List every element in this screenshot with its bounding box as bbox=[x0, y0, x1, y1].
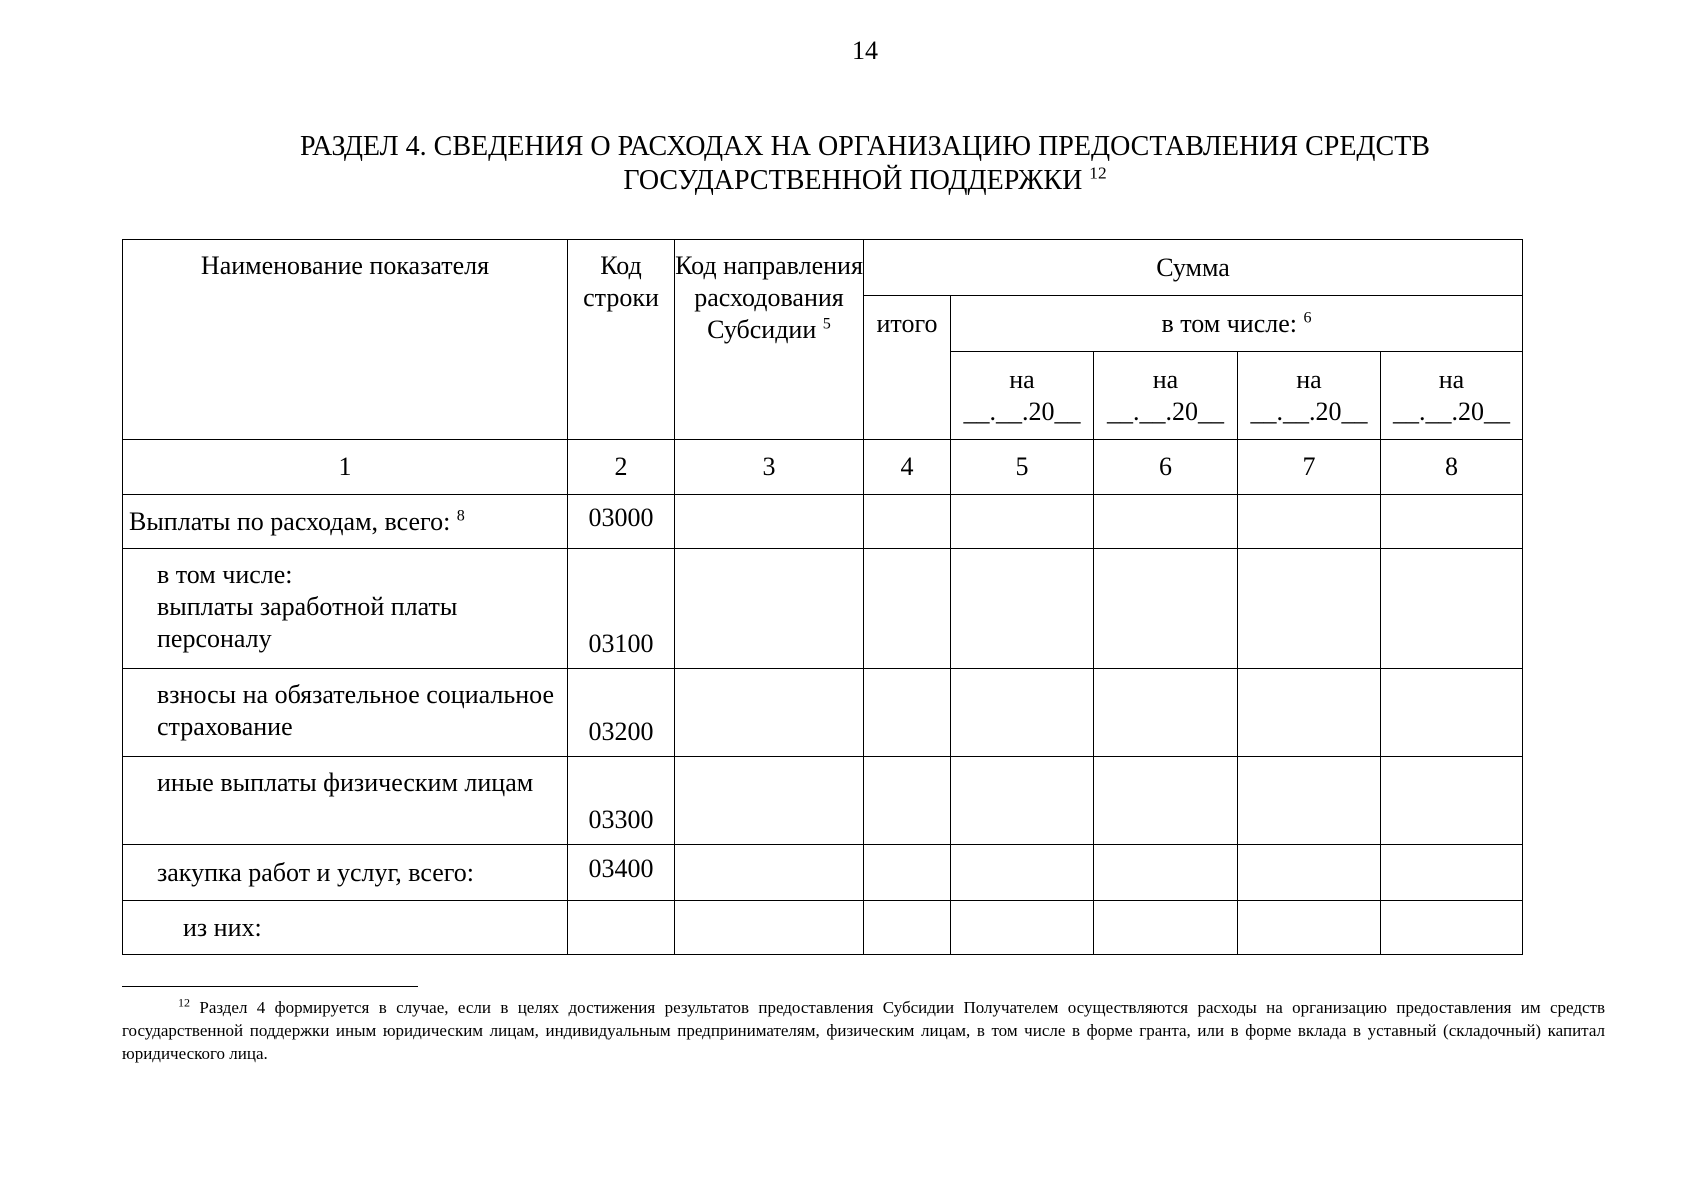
header-row-code: Код строки bbox=[568, 240, 675, 440]
table-cell bbox=[1094, 495, 1238, 549]
row-code: 03300 bbox=[568, 757, 675, 845]
table-cell bbox=[951, 845, 1094, 901]
row-code: 03000 bbox=[568, 495, 675, 549]
footnote-text: Раздел 4 формируется в случае, если в целях достижения результатов предоставления Субсидии Получателем осуществляются расходы на организацию предоставления им средств государственной поддержки иным юридическим лицам, индивидуальным предпринимателям, физическим лицам, в том числе в форме гранта, или в форме вклада в уставный (складочный) капитал юридического лица. bbox=[122, 998, 1605, 1063]
table-cell bbox=[675, 549, 864, 669]
table-row bbox=[123, 495, 1523, 549]
header-including-text: в том числе: bbox=[1161, 308, 1297, 338]
table-cell bbox=[675, 845, 864, 901]
table-row bbox=[123, 669, 1523, 757]
table-cell bbox=[864, 549, 951, 669]
column-number: 2 bbox=[568, 440, 675, 495]
section-title-line-2 bbox=[0, 164, 1697, 198]
row-code: 03200 bbox=[568, 669, 675, 757]
table-cell bbox=[1381, 549, 1523, 669]
header-sum: Сумма bbox=[864, 240, 1523, 296]
header-including-ref: 6 bbox=[1303, 308, 1312, 326]
table-row bbox=[123, 549, 1523, 669]
row-name: иные выплаты физическим лицам bbox=[123, 757, 568, 845]
header-date-col-4 bbox=[1381, 352, 1523, 440]
header-date-col-3 bbox=[1238, 352, 1381, 440]
table-cell bbox=[1238, 495, 1381, 549]
footnote-separator bbox=[122, 986, 418, 987]
table-cell bbox=[1381, 757, 1523, 845]
table-cell bbox=[1381, 901, 1523, 955]
date-prefix: на bbox=[1152, 365, 1179, 394]
row-name-line-2: выплаты заработной платы персоналу bbox=[157, 592, 458, 653]
table-cell bbox=[951, 757, 1094, 845]
table-cell bbox=[675, 901, 864, 955]
column-number: 4 bbox=[864, 440, 951, 495]
row-name-ref: 8 bbox=[456, 506, 465, 524]
section-title bbox=[0, 130, 1697, 198]
table-cell bbox=[951, 901, 1094, 955]
column-number: 6 bbox=[1094, 440, 1238, 495]
row-name bbox=[123, 495, 568, 549]
row-code bbox=[568, 901, 675, 955]
table-cell bbox=[675, 757, 864, 845]
header-direction-code-text: Код направления расходования Субсидии bbox=[675, 251, 863, 344]
table-cell bbox=[1094, 757, 1238, 845]
row-code: 03400 bbox=[568, 845, 675, 901]
row-name-line-1: в том числе: bbox=[157, 560, 293, 589]
table-row bbox=[123, 901, 1523, 955]
table-cell bbox=[1094, 845, 1238, 901]
row-name: взносы на обязательное социальное страхование bbox=[123, 669, 568, 757]
header-name: Наименование показателя bbox=[123, 240, 568, 440]
table-row bbox=[123, 845, 1523, 901]
row-name: из них: bbox=[123, 901, 568, 955]
page-number: 14 bbox=[852, 36, 878, 65]
expenses-table bbox=[122, 239, 1523, 955]
date-value: __.__.20__ bbox=[1250, 397, 1368, 426]
table-cell bbox=[1238, 757, 1381, 845]
table-cell bbox=[864, 901, 951, 955]
column-number: 8 bbox=[1381, 440, 1523, 495]
table-cell bbox=[1238, 549, 1381, 669]
section-title-line-1: РАЗДЕЛ 4. СВЕДЕНИЯ О РАСХОДАХ НА ОРГАНИЗАЦИЮ ПРЕДОСТАВЛЕНИЯ СРЕДСТВ bbox=[300, 131, 1430, 162]
header-direction-code bbox=[675, 240, 864, 440]
table-cell bbox=[675, 669, 864, 757]
header-direction-code-ref: 5 bbox=[822, 315, 831, 333]
section-title-line-2-text: ГОСУДАРСТВЕННОЙ ПОДДЕРЖКИ bbox=[623, 165, 1083, 196]
table-cell bbox=[1094, 549, 1238, 669]
table-cell bbox=[951, 669, 1094, 757]
date-prefix: на bbox=[1296, 365, 1322, 394]
section-title-footnote-ref: 12 bbox=[1089, 163, 1107, 183]
table-cell bbox=[864, 757, 951, 845]
table-cell bbox=[1238, 845, 1381, 901]
column-number-row bbox=[123, 440, 1523, 495]
footnote-mark: 12 bbox=[178, 995, 190, 1010]
row-name bbox=[123, 549, 568, 669]
table-cell bbox=[675, 495, 864, 549]
table-cell bbox=[1381, 669, 1523, 757]
table-cell bbox=[864, 495, 951, 549]
table-cell bbox=[864, 845, 951, 901]
column-number: 5 bbox=[951, 440, 1094, 495]
table-cell bbox=[1238, 901, 1381, 955]
column-number: 7 bbox=[1238, 440, 1381, 495]
date-value: __.__.20__ bbox=[1393, 397, 1510, 426]
header-date-col-2 bbox=[1094, 352, 1238, 440]
row-name-text: Выплаты по расходам, всего: bbox=[129, 506, 451, 536]
footnote bbox=[122, 996, 1605, 1065]
table-cell bbox=[951, 495, 1094, 549]
date-value: __.__.20__ bbox=[1107, 397, 1224, 426]
row-name: закупка работ и услуг, всего: bbox=[123, 845, 568, 901]
table-cell bbox=[951, 549, 1094, 669]
row-code: 03100 bbox=[568, 549, 675, 669]
table-cell bbox=[1238, 669, 1381, 757]
table-row bbox=[123, 757, 1523, 845]
table-cell bbox=[1381, 845, 1523, 901]
column-number: 1 bbox=[123, 440, 568, 495]
table-cell bbox=[1094, 901, 1238, 955]
date-prefix: на bbox=[1438, 365, 1465, 394]
header-total: итого bbox=[864, 296, 951, 440]
table-cell bbox=[1094, 669, 1238, 757]
date-prefix: на bbox=[1009, 365, 1035, 394]
column-number: 3 bbox=[675, 440, 864, 495]
table-cell bbox=[1381, 495, 1523, 549]
table-cell bbox=[864, 669, 951, 757]
header-including bbox=[951, 296, 1523, 352]
date-value: __.__.20__ bbox=[963, 397, 1081, 426]
header-date-col-1 bbox=[951, 352, 1094, 440]
